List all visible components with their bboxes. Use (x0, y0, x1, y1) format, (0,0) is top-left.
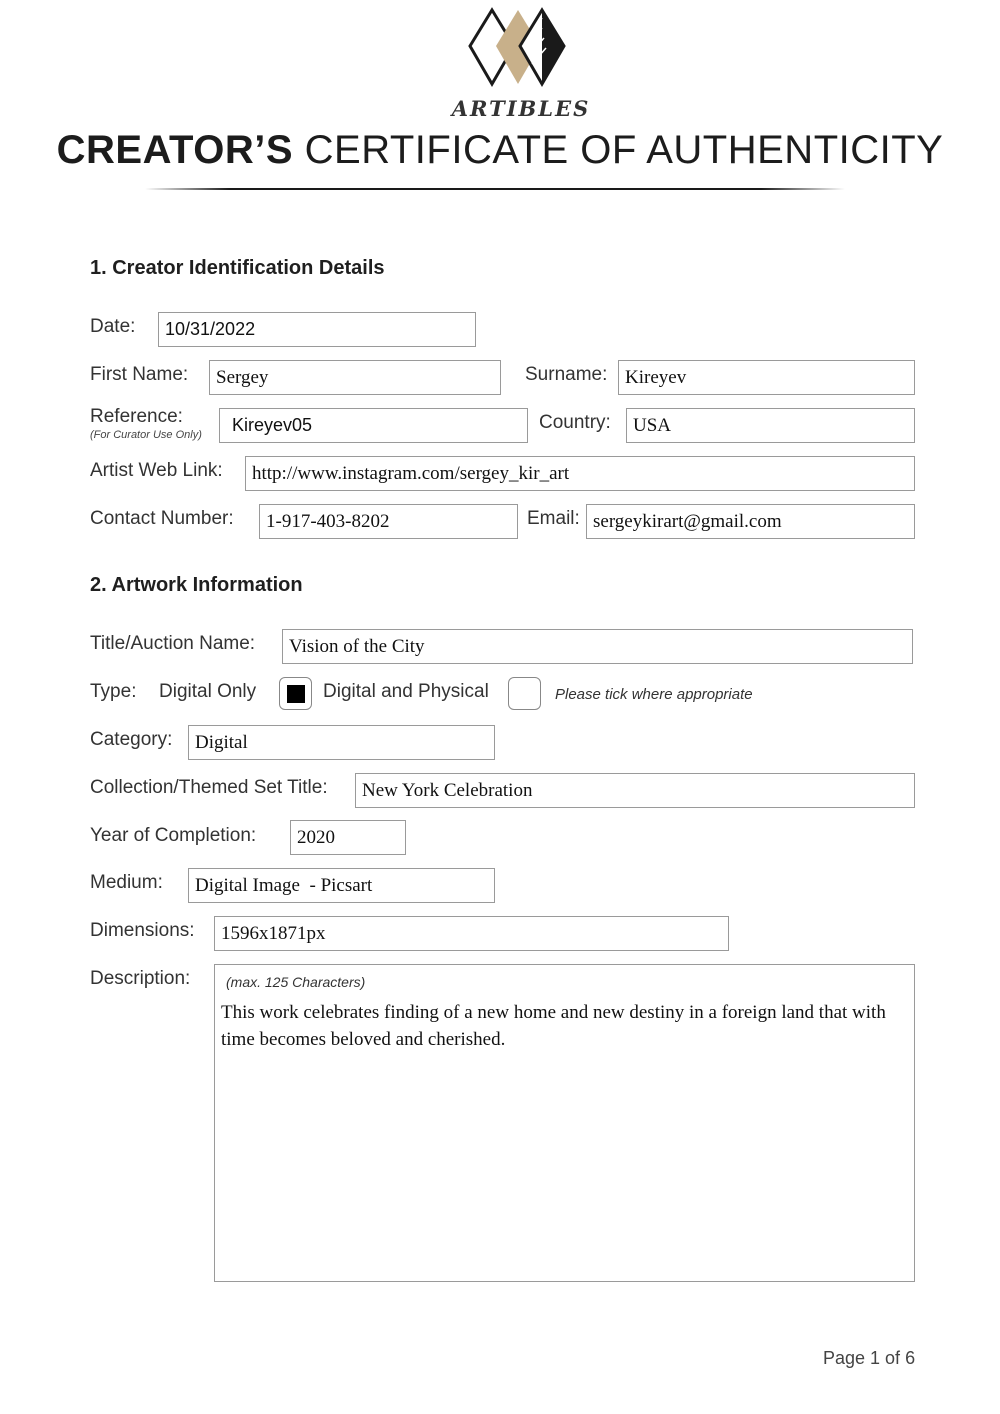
collection-label: Collection/Themed Set Title: (90, 777, 328, 798)
medium-label: Medium: (90, 872, 163, 893)
type-label: Type: (90, 681, 137, 702)
date-label: Date: (90, 316, 136, 337)
title-divider (145, 188, 845, 190)
reference-label: Reference: (90, 406, 183, 427)
title-label: Title/Auction Name: (90, 633, 256, 654)
title-field[interactable]: Vision of the City (282, 629, 913, 664)
year-label: Year of Completion: (90, 825, 257, 846)
digital-physical-checkbox[interactable] (508, 677, 541, 710)
year-field[interactable]: 2020 (290, 820, 406, 855)
web-link-label: Artist Web Link: (90, 460, 223, 481)
first-name-field[interactable]: Sergey (209, 360, 501, 395)
reference-sublabel: (For Curator Use Only) (90, 429, 202, 441)
medium-field[interactable]: Digital Image - Picsart (188, 868, 495, 903)
brand-wordmark: ARTIBLES (451, 96, 591, 121)
type-digital-physical-label: Digital and Physical (323, 681, 489, 702)
type-digital-only-label: Digital Only (159, 681, 257, 702)
surname-label: Surname: (525, 364, 608, 385)
description-text: This work celebrates finding of a new home and new destiny in a foreign land that with time becomes beloved and cherished. (221, 1002, 886, 1050)
category-field[interactable]: Digital (188, 725, 495, 760)
type-hint: Please tick where appropriate (555, 686, 753, 703)
surname-field[interactable]: Kireyev (618, 360, 915, 395)
first-name-label: First Name: (90, 364, 189, 385)
country-field[interactable]: USA (626, 408, 915, 443)
contact-number-label: Contact Number: (90, 508, 234, 529)
dimensions-field[interactable]: 1596x1871px (214, 916, 729, 951)
email-field[interactable]: sergeykirart@gmail.com (586, 504, 915, 539)
description-char-limit: (max. 125 Characters) (226, 974, 366, 990)
date-field[interactable]: 10/31/2022 (158, 312, 476, 347)
reference-field[interactable]: Kireyev05 (219, 408, 528, 443)
title-rest: CERTIFICATE OF AUTHENTICITY (304, 128, 944, 172)
digital-only-checkbox[interactable] (279, 677, 312, 710)
dimensions-label: Dimensions: (90, 920, 195, 941)
page-number: Page 1 of 6 (823, 1348, 916, 1368)
checkbox-checked-mark (287, 685, 305, 703)
description-label: Description: (90, 968, 191, 989)
description-textarea[interactable] (214, 964, 915, 1282)
section-heading-creator: 1. Creator Identification Details (90, 257, 385, 279)
section-heading-artwork: 2. Artwork Information (90, 574, 303, 596)
page-title (0, 128, 1000, 173)
email-label: Email: (527, 508, 580, 529)
title-bold: CREATOR’S (56, 128, 294, 172)
country-label: Country: (539, 412, 611, 433)
web-link-field[interactable]: http://www.instagram.com/sergey_kir_art (245, 456, 915, 491)
contact-number-field[interactable]: 1-917-403-8202 (259, 504, 518, 539)
collection-field[interactable]: New York Celebration (355, 773, 915, 808)
category-label: Category: (90, 729, 173, 750)
